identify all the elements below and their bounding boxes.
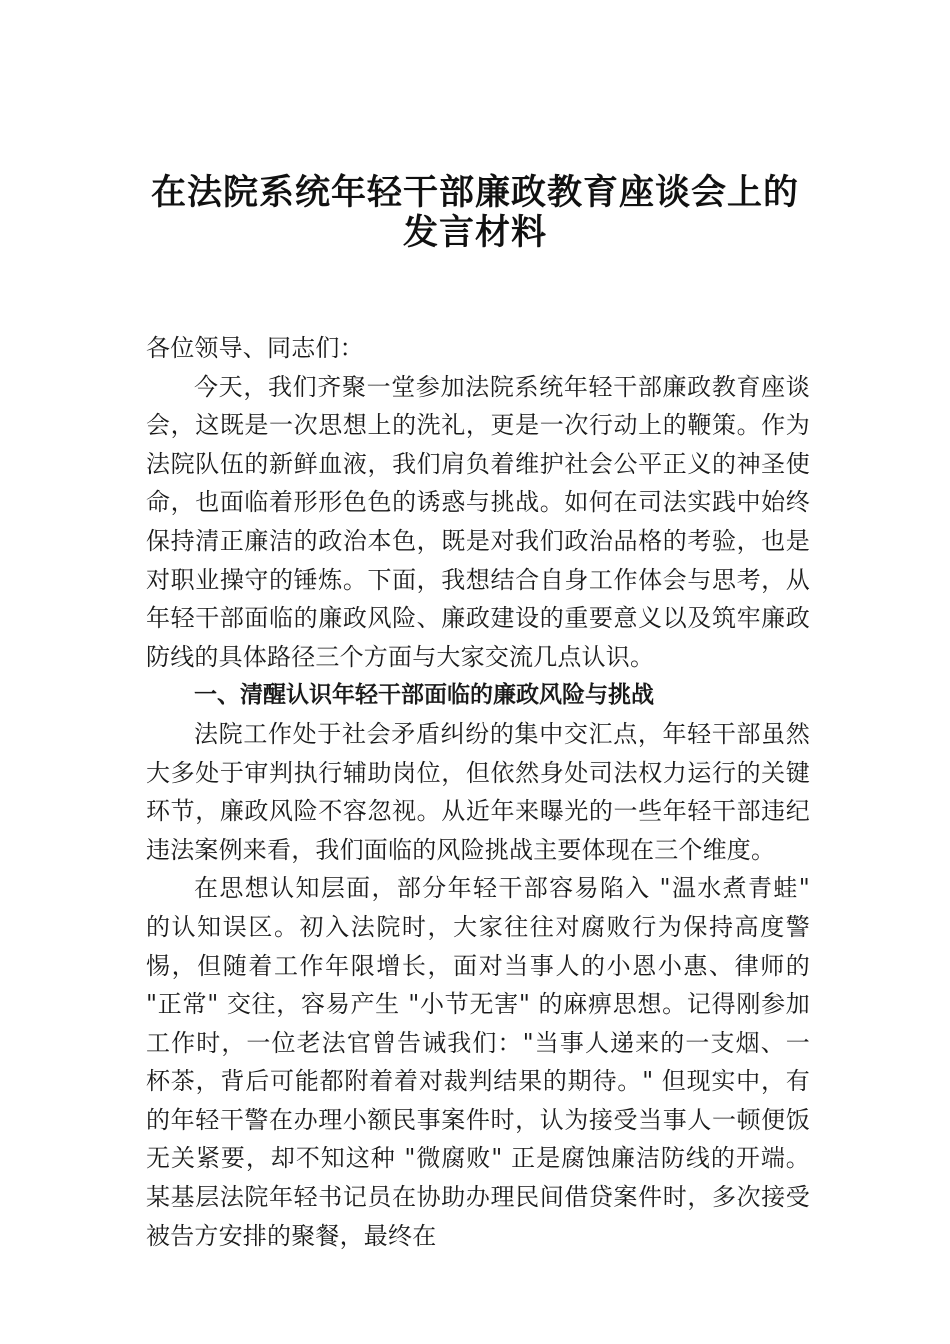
intro-paragraph: 今天，我们齐聚一堂参加法院系统年轻干部廉政教育座谈会，这既是一次思想上的洗礼，更是一次行动上的鞭策。作为法院队伍的新鲜血液，我们肩负着维护社会公平正义的神圣使命，也面临着形形色色的诱惑与挑战。如何在司法实践中始终保持清正廉洁的政治本色，既是对我们政治品格的考验，也是对职业操守的锤炼。下面，我想结合自身工作体会与思考，从年轻干部面临的廉政风险、廉政建设的重要意义以及筑牢廉政防线的具体路径三个方面与大家交流几点认识。 bbox=[146, 372, 810, 671]
section-1-paragraph-1: 法院工作处于社会矛盾纠纷的集中交汇点，年轻干部虽然大多处于审判执行辅助岗位，但依然身处司法权力运行的关键环节，廉政风险不容忽视。从近年来曝光的一些年轻干部违纪违法案例来看，我们面临的风险挑战主要体现在三个维度。 bbox=[146, 719, 810, 864]
document-title-line-1: 在法院系统年轻干部廉政教育座谈会上的 bbox=[150, 172, 799, 213]
section-1-paragraph-2: 在思想认知层面，部分年轻干部容易陷入 "温水煮青蛙" 的认知误区。初入法院时，大家往往对腐败行为保持高度警惕，但随着工作年限增长，面对当事人的小恩小惠、律师的 "正常" 交往，容易产生 "小节无害" 的麻痹思想。记得刚参加工作时，一位老法官曾告诫我们："当事人递来的一支烟、一杯茶，背后可能都附着着对裁判结果的期待。" 但现实中，有的年轻干警在办理小额民事案件时，认为接受当事人一顿便饭无关紧要，却不知这种 "微腐败" 正是腐蚀廉洁防线的开端。某基层法院年轻书记员在协助办理民间借贷案件时，多次接受被告方安排的聚餐，最终在 bbox=[146, 874, 810, 1250]
section-heading-1: 一、清醒认识年轻干部面临的廉政风险与挑战 bbox=[194, 682, 654, 709]
document-title-line-2: 发言材料 bbox=[402, 212, 547, 253]
document-body bbox=[146, 329, 810, 1255]
salutation: 各位领导、同志们： bbox=[146, 334, 364, 362]
